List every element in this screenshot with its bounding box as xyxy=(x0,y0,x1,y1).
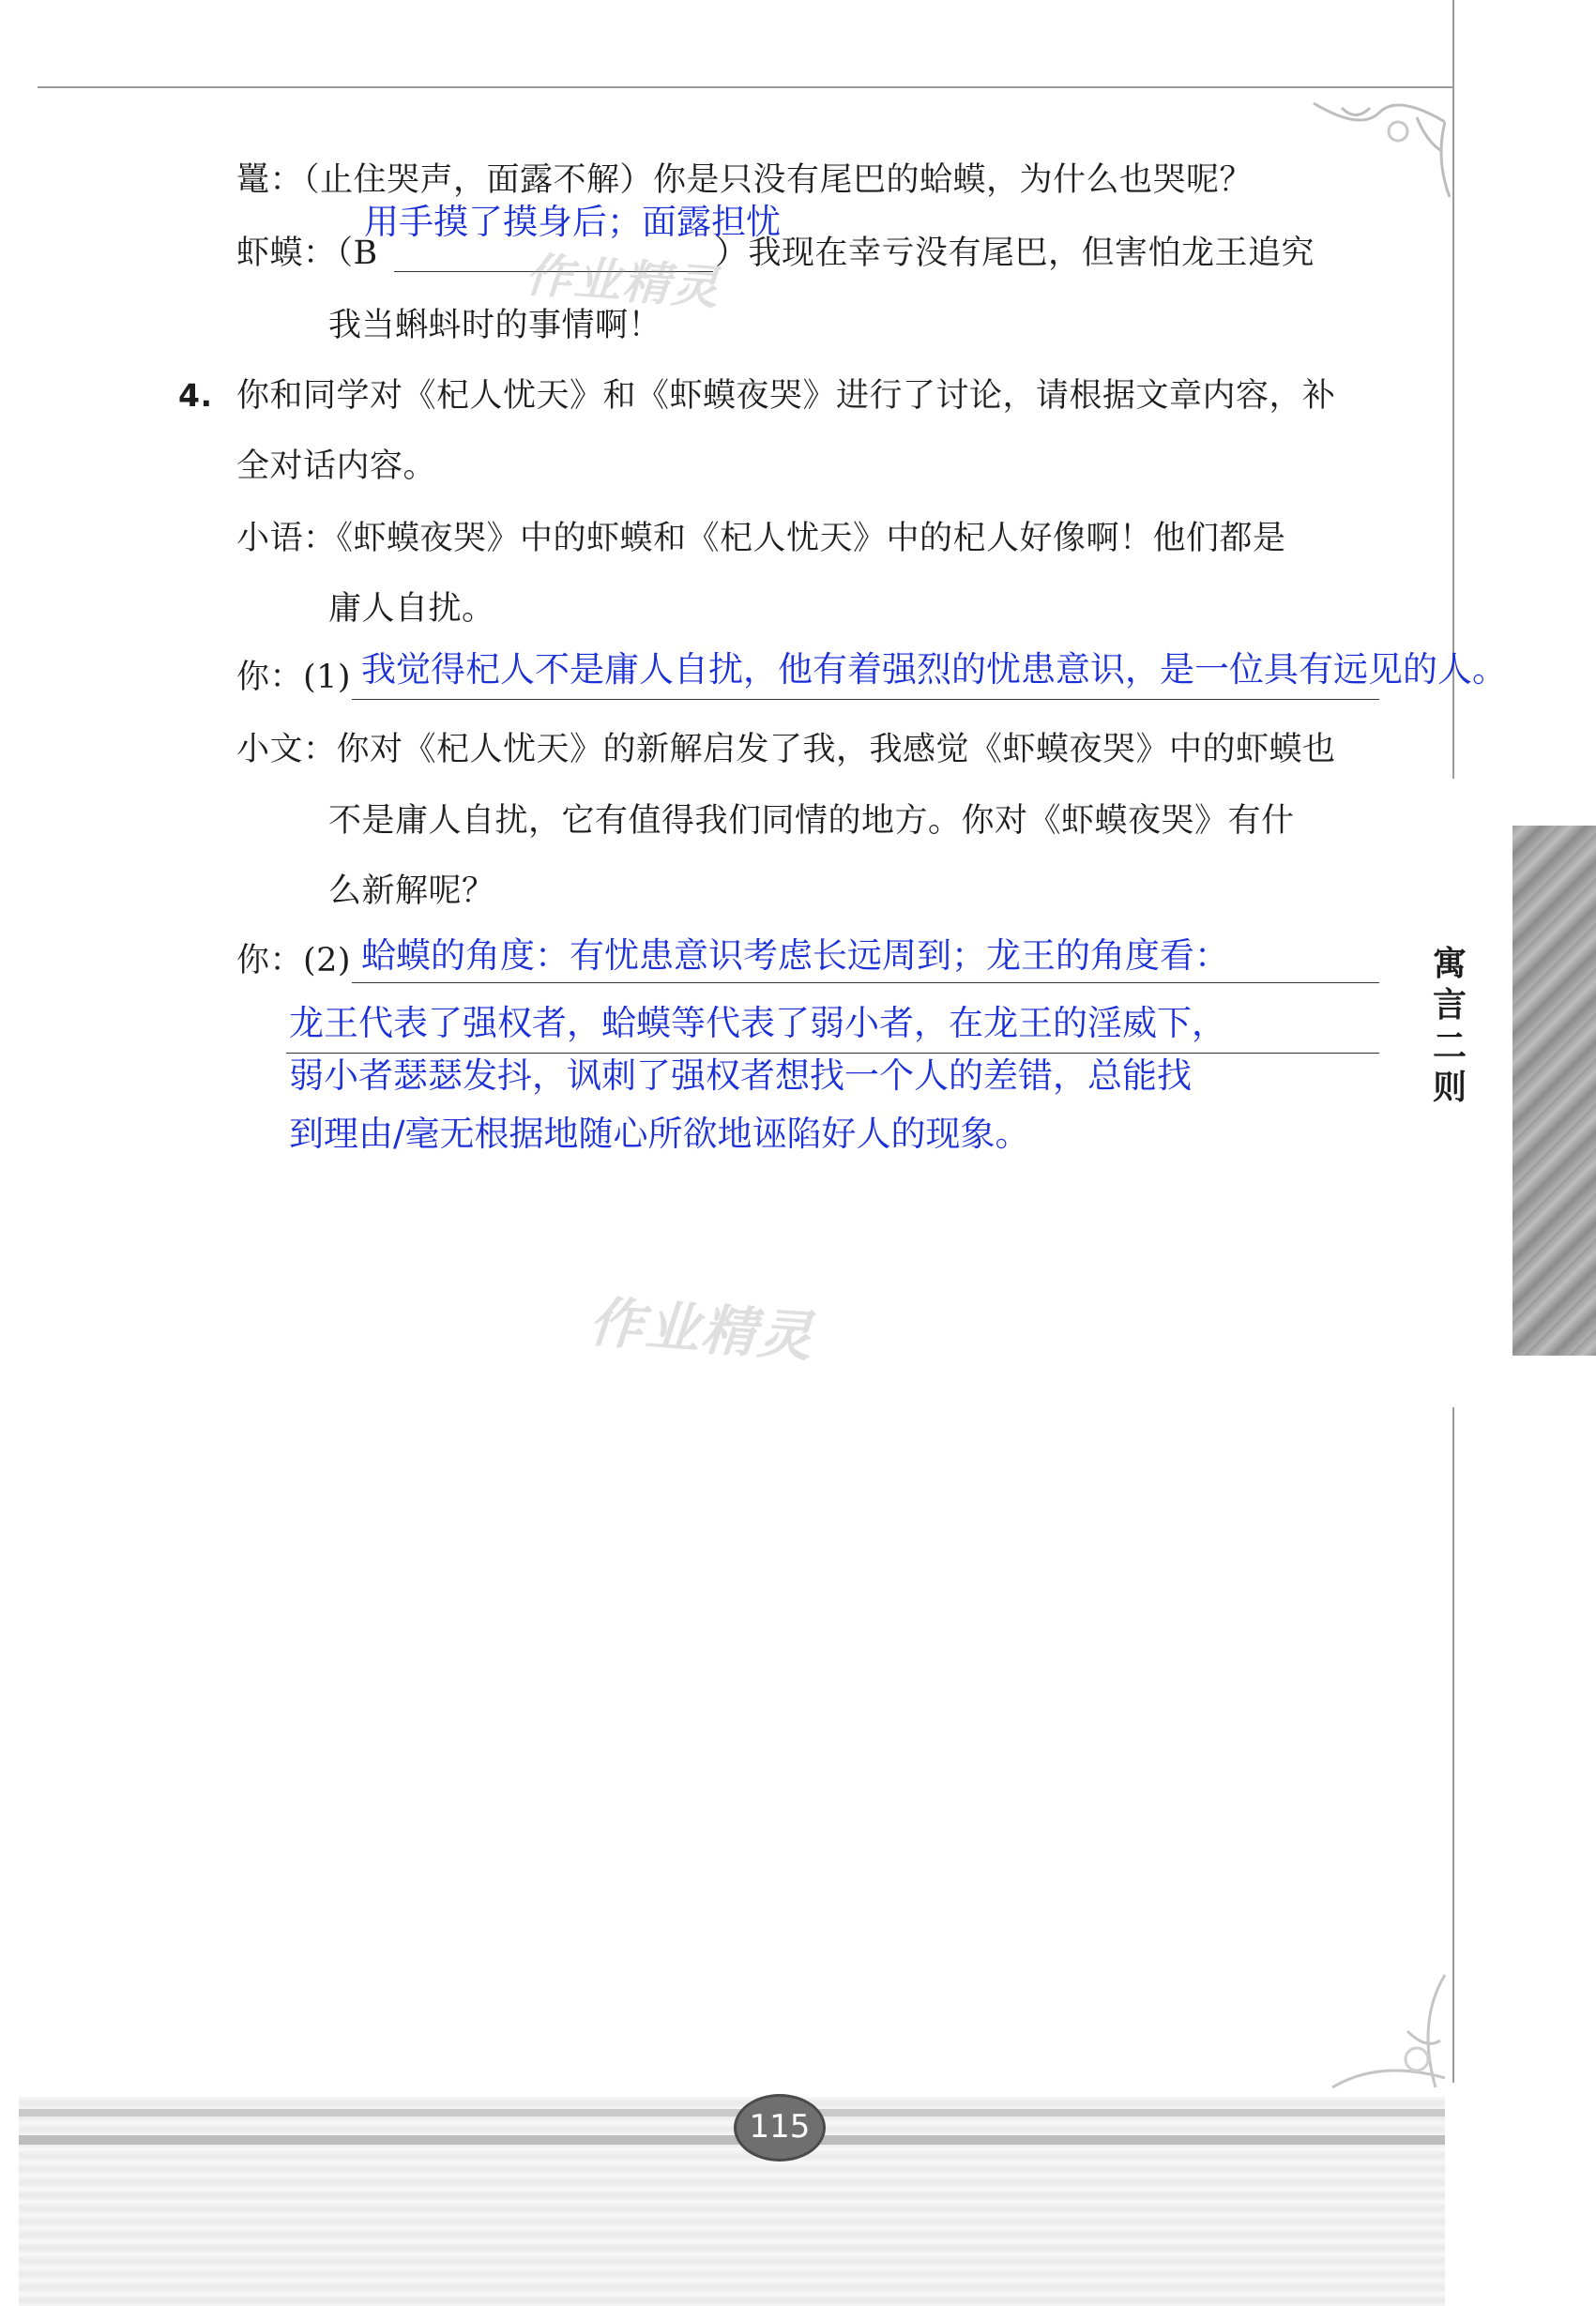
top-rule xyxy=(38,86,1454,88)
xiaoyu-line2: 庸人自扰。 xyxy=(328,590,495,628)
xiaowen-line1: 小文：你对《杞人忧天》的新解启发了我，我感觉《虾蟆夜哭》中的虾蟆也 xyxy=(236,731,1336,768)
handwritten-answer-b: 用手摸了摸身后；面露担忧 xyxy=(364,202,781,242)
question-stem-line2: 全对话内容。 xyxy=(236,448,437,485)
blank-label-b: ：（B xyxy=(303,235,378,272)
corner-ornament-top-icon xyxy=(1304,94,1454,206)
dialogue-line-xiama-post: ）我现在幸亏没有尾巴，但害怕龙王追究 xyxy=(715,235,1315,272)
watermark-middle: 作业精灵 xyxy=(586,1289,816,1370)
watermark-top: 作业精灵 xyxy=(523,247,722,316)
dialogue-line-tuo xyxy=(236,161,1254,199)
handwritten-answer-1: 我觉得杞人不是庸人自扰，他有着强烈的忧患意识，是一位具有远见的人。 xyxy=(361,649,1507,690)
xiaoyu-line1: 小语：《虾蟆夜哭》中的虾蟆和《杞人忧天》中的杞人好像啊！他们都是 xyxy=(236,520,1286,557)
page-number: 115 xyxy=(749,2108,811,2146)
dialogue-text: ：（止住哭声，面露不解）你是只没有尾巴的蛤蟆，为什么也哭呢？ xyxy=(269,161,1254,199)
sidebar-chapter-label: 寓言二则 xyxy=(1432,944,1467,1107)
footer-rule-upper xyxy=(19,2109,1445,2116)
handwritten-answer-2-line1: 蛤蟆的角度：有忧患意识考虑长远周到；龙王的角度看： xyxy=(361,935,1229,976)
you-label-2: 你：(2) xyxy=(236,942,352,979)
xiaowen-line3: 么新解呢？ xyxy=(328,872,495,910)
corner-ornament-bottom-icon xyxy=(1314,1965,1454,2097)
handwritten-answer-2-line2: 龙王代表了强权者，蛤蟆等代表了弱小者，在龙王的淫威下， xyxy=(289,1003,1226,1043)
you-label-1: 你：(1) xyxy=(236,659,352,696)
dialogue-line-xiama-cont: 我当蝌蚪时的事情啊！ xyxy=(328,307,662,344)
footer-rule-lower xyxy=(19,2135,1445,2145)
dialogue-line-xiama-pre xyxy=(236,237,378,270)
handwritten-answer-2-line3: 弱小者瑟瑟发抖，讽刺了强权者想找一个人的差错，总能找 xyxy=(289,1055,1192,1096)
answer-line-2a xyxy=(352,982,1379,983)
question-number: 4. xyxy=(178,377,213,414)
footer-pattern-band xyxy=(19,2097,1445,2306)
xiaowen-line2: 不是庸人自扰，它有值得我们同情的地方。你对《虾蟆夜哭》有什 xyxy=(328,802,1295,840)
speaker-xiama: 虾蟆 xyxy=(236,235,304,272)
speaker-tuo: 鼍 xyxy=(236,161,270,199)
sidebar-ornament-band xyxy=(1512,826,1596,1356)
answer-line-2b xyxy=(286,1053,1379,1054)
answer-line-1 xyxy=(352,699,1379,700)
question-stem-line1: 你和同学对《杞人忧天》和《虾蟆夜哭》进行了讨论，请根据文章内容，补 xyxy=(236,377,1336,415)
handwritten-answer-2-line4: 到理由/毫无根据地随心所欲地诬陷好人的现象。 xyxy=(289,1114,1030,1154)
